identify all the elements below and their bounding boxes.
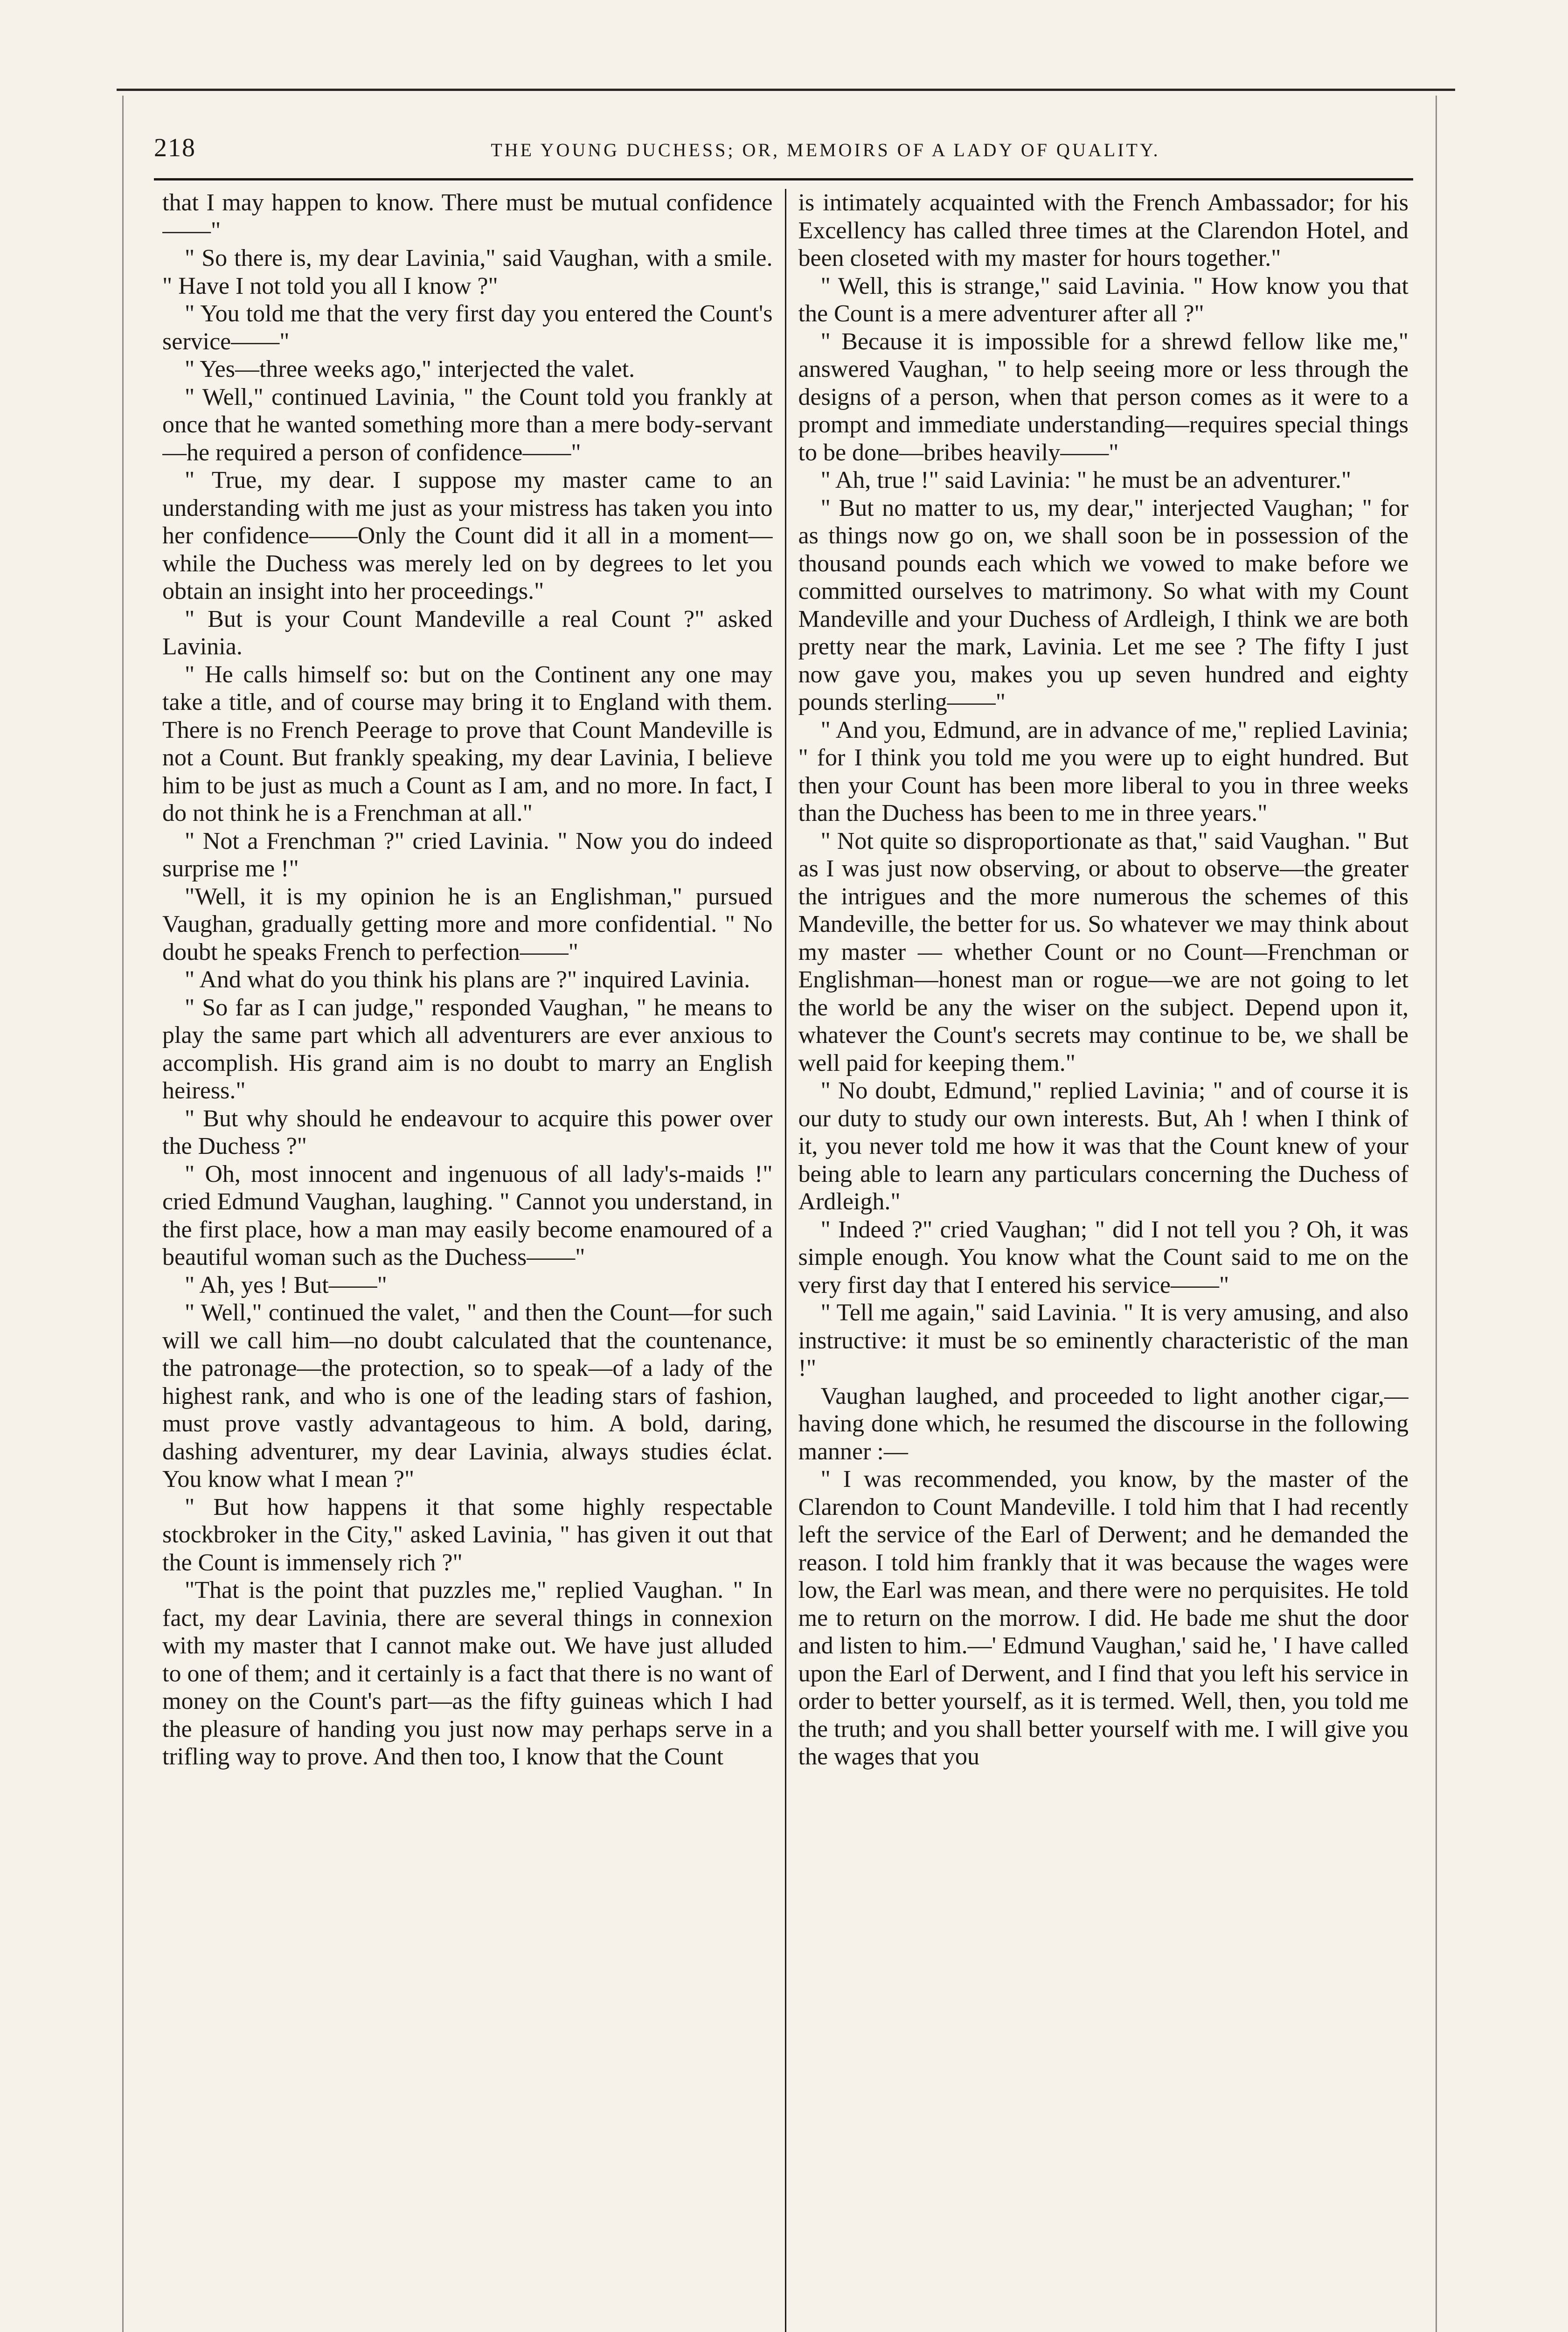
paragraph: " But why should he endeavour to acquire this power over the Duchess ?" [162, 1105, 773, 1159]
right-column [788, 189, 1409, 2332]
paragraph: " Indeed ?" cried Vaughan; " did I not tell you ? Oh, it was simple enough. You know what the Count said to me on the very first day that I entered his service——" [798, 1216, 1409, 1298]
paragraph: " Ah, yes ! But——" [185, 1271, 387, 1298]
paragraph: " Oh, most innocent and ingenuous of all lady's-maids !" cried Edmund Vaughan, laughing. " Cannot you understand, in the first place, how a man may easily become enamoured of a beautiful woman such as the Duchess——" [162, 1160, 773, 1270]
paragraph: " But no matter to us, my dear," interjected Vaughan; " for as things now go on, we shall soon be in possession of the thousand pounds each which we vowed to make before we committed ourselves to matrimony. So what with my Count Mandeville and your Duchess of Ardleigh, I think we are both pretty near the mark, Lavinia. Let me see ? The fifty I just now gave you, makes you up seven hundred and eighty pounds sterling——" [798, 494, 1409, 715]
paragraph: that I may happen to know. There must be mutual confidence——" [162, 189, 773, 244]
paragraph: " Yes—three weeks ago," interjected the valet. [185, 356, 635, 382]
paragraph: " Not quite so disproportionate as that," said Vaughan. " But as I was just now observing, or about to observe—the greater the intrigues and the more numerous the schemes of this Mandeville, the better for us. So whatever we may think about my master — whether Count or no Count—Frenchman or Englishman—honest man or rogue—we are not going to let the world be any the wiser on the subject. Depend upon it, whatever the Count's secrets may continue to be, we shall be well paid for keeping them." [798, 827, 1409, 1076]
page-header [154, 133, 1413, 175]
paragraph: " True, my dear. I suppose my master came to an understanding with me just as your mistress has taken you into her confidence——Only the Count did it all in a moment—while the Duchess was merely led on by degrees to let you obtain an insight into her proceedings." [162, 467, 773, 604]
left-column [162, 189, 783, 2332]
paragraph: " No doubt, Edmund," replied Lavinia; " and of course it is our duty to study our own interests. But, Ah ! when I think of it, you never told me how it was that the Count knew of your being able to learn any particulars concerning the Duchess of Ardleigh." [798, 1077, 1409, 1215]
paragraph: " And what do you think his plans are ?" inquired Lavinia. [185, 966, 750, 993]
paragraph: is intimately acquainted with the French Ambassador; for his Excellency has called three times at the Clarendon Hotel, and been closeted with my master for hours together." [798, 189, 1409, 271]
top-border-rule [117, 89, 1455, 91]
paragraph: " He calls himself so: but on the Continent any one may take a title, and of course may bring it to England with them. There is no French Peerage to prove that Count Mandeville is not a Count. But frankly speaking, my dear Lavinia, I believe him to be just as much a Count as I am, and no more. In fact, I do not think he is a Frenchman at all." [162, 661, 773, 826]
paragraph: " Not a Frenchman ?" cried Lavinia. " Now you do indeed surprise me !" [162, 827, 773, 882]
text-columns [162, 189, 1408, 2332]
paragraph: " But is your Count Mandeville a real Count ?" asked Lavinia. [162, 605, 773, 660]
paragraph: " But how happens it that some highly respectable stockbroker in the City," asked Lavinia, " has given it out that the Count is immensely rich ?" [162, 1493, 773, 1576]
header-rule [154, 178, 1413, 180]
right-border-rule [1436, 96, 1437, 2332]
paragraph: " And you, Edmund, are in advance of me," replied Lavinia; " for I think you told me you were up to eight hundred. But then your Count has been more liberal to you in three weeks than the Duchess has been to me in three years." [798, 716, 1409, 826]
paragraph: " I was recommended, you know, by the master of the Clarendon to Count Mandeville. I told him that I had recently left the service of the Earl of Derwent; and he demanded the reason. I told him frankly that it was because the wages were low, the Earl was mean, and there were no perquisites. He told me to return on the morrow. I did. He bade me shut the door and listen to him.—' Edmund Vaughan,' said he, ' I have called upon the Earl of Derwent, and I find that you left his service in order to better yourself, as it is termed. Well, then, you told me the truth; and you shall better yourself with me. I will give you the wages that you [798, 1466, 1409, 1770]
column-divider [785, 189, 786, 2332]
paragraph: "That is the point that puzzles me," replied Vaughan. " In fact, my dear Lavinia, there are several things in connexion with my master that I cannot make out. We have just alluded to one of them; and it certainly is a fact that there is no want of money on the Count's part—as the fifty guineas which I had the pleasure of handing you just now may perhaps serve in a trifling way to prove. And then too, I know that the Count [162, 1577, 773, 1770]
paragraph: "Well, it is my opinion he is an Englishman," pursued Vaughan, gradually getting more and more confidential. " No doubt he speaks French to perfection——" [162, 883, 773, 965]
running-title: THE YOUNG DUCHESS; OR, MEMOIRS OF A LADY OF QUALITY. [491, 139, 1160, 160]
paragraph: " So far as I can judge," responded Vaughan, " he means to play the same part which all adventurers are ever anxious to accomplish. His grand aim is no doubt to marry an English heiress." [162, 994, 773, 1104]
paragraph: Vaughan laughed, and proceeded to light another cigar,—having done which, he resumed the discourse in the following manner :— [798, 1382, 1409, 1465]
paragraph: " You told me that the very first day you entered the Count's service——" [162, 300, 773, 355]
paragraph: " Tell me again," said Lavinia. " It is very amusing, and also instructive: it must be so eminently characteristic of the man !" [798, 1299, 1409, 1381]
paragraph: " Well," continued the valet, " and then the Count—for such will we call him—no doubt calculated that the countenance, the patronage—the protection, so to speak—of a lady of the highest rank, and who is one of the leading stars of fashion, must prove vastly advantageous to him. A bold, daring, dashing adventurer, my dear Lavinia, always studies éclat. You know what I mean ?" [162, 1299, 773, 1492]
left-border-rule [122, 96, 124, 2332]
paragraph: " Ah, true !" said Lavinia: " he must be an adventurer." [820, 467, 1352, 493]
paragraph: " Well," continued Lavinia, " the Count told you frankly at once that he wanted something more than a mere body-servant—he required a person of confidence——" [162, 383, 773, 466]
paragraph: " So there is, my dear Lavinia," said Vaughan, with a smile. " Have I not told you all I know ?" [162, 245, 773, 299]
paragraph: " Well, this is strange," said Lavinia. " How know you that the Count is a mere adventurer after all ?" [798, 272, 1409, 327]
paragraph: " Because it is impossible for a shrewd fellow like me," answered Vaughan, " to help seeing more or less through the designs of a person, when that person comes as it were to a prompt and immediate understanding—requires special things to be done—bribes heavily——" [798, 328, 1409, 466]
page-number: 218 [154, 133, 196, 162]
